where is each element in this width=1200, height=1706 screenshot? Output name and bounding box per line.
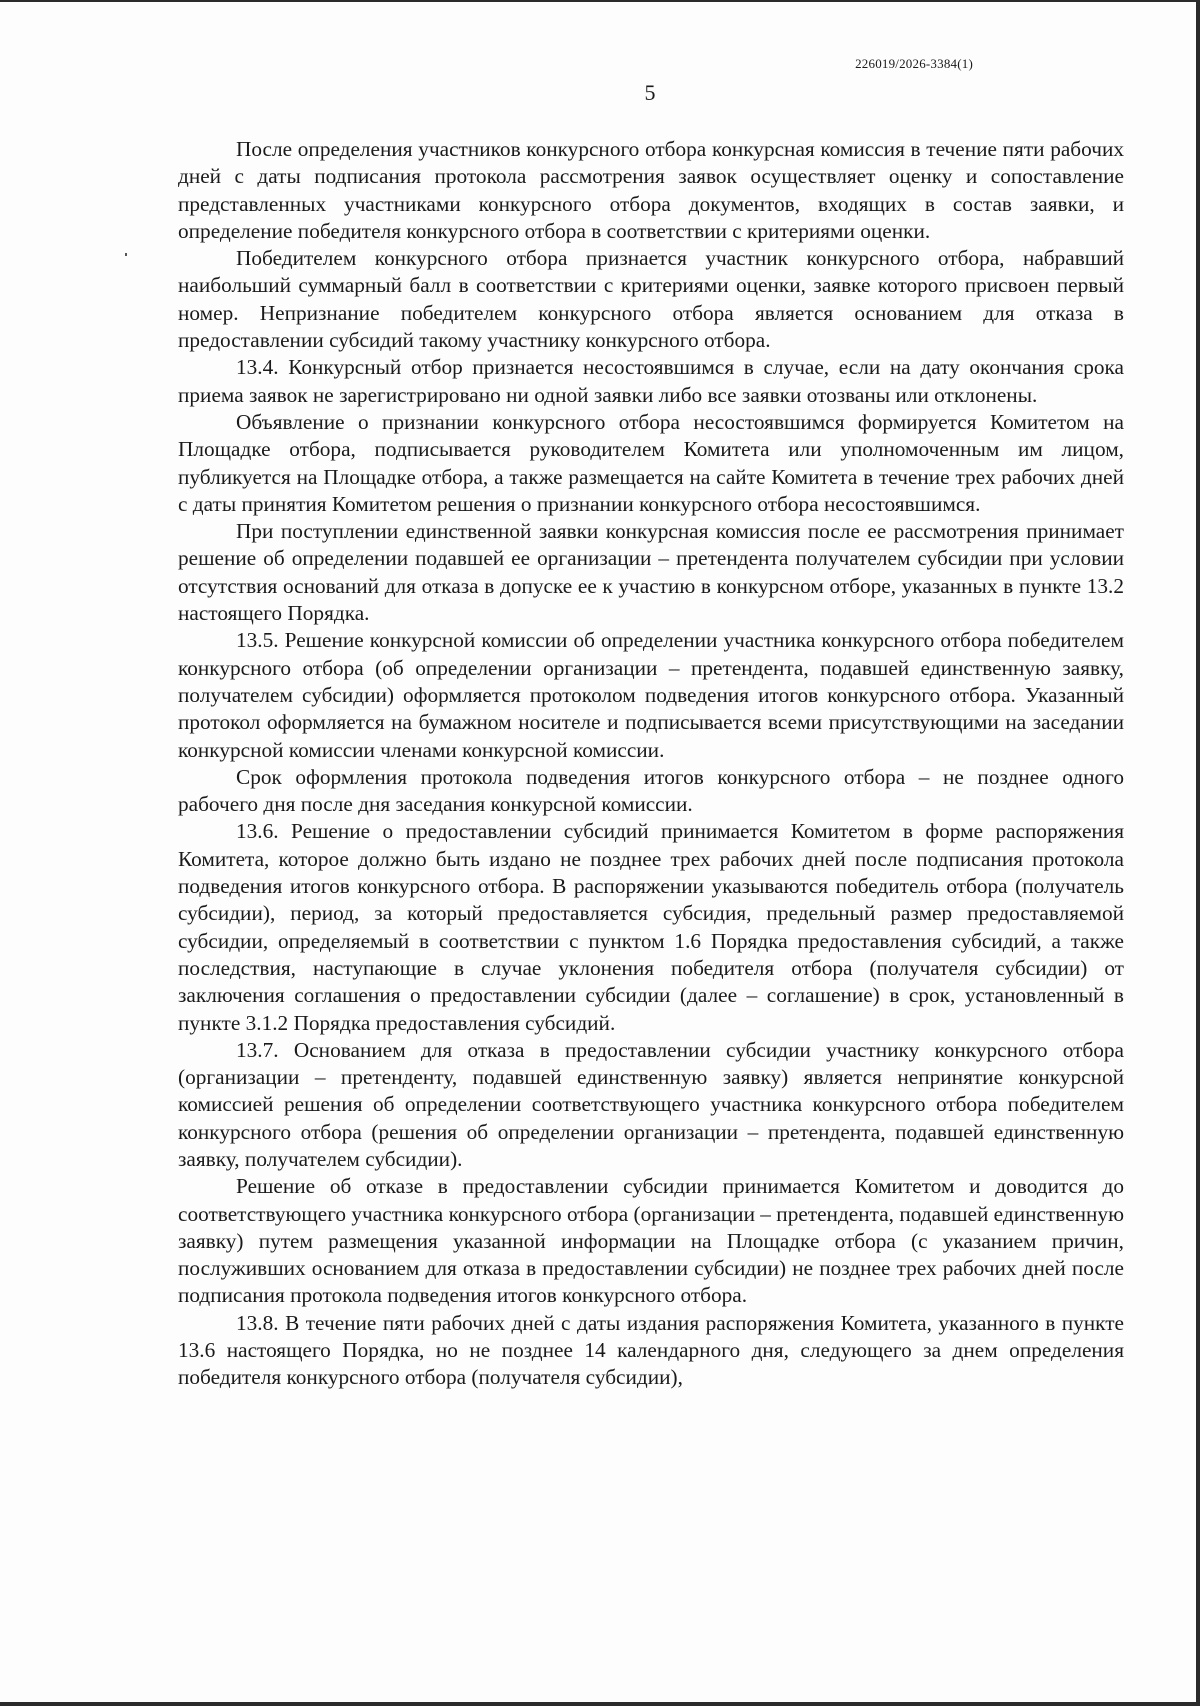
paragraph: После определения участников конкурсного отбора конкурсная комиссия в течение пяти рабочих дней с даты подписания протокола рассмотрения заявок осуществляет оценку и сопоставление представленных участниками конкурсного отбора документов, входящих в состав заявки, и определение победителя конкурсного отбора в соответствии с критериями оценки.	[178, 137, 1124, 243]
page-number: 5	[644, 80, 656, 105]
paragraph: 13.7. Основанием для отказа в предоставлении субсидии участнику конкурсного отбора (организации – претенденту, подавшей единственную заявку) является непринятие конкурсной комиссией решения об определении соответствующего участника конкурсного отбора победителем конкурсного отбора (решения об определении организации – претендента, подавшей единственную заявку, получателем субсидии).	[178, 1037, 1124, 1171]
paragraph: Решение об отказе в предоставлении субсидии принимается Комитетом и доводится до соответствующего участника конкурсного отбора (организации – претендента, подавшей единственную заявку) путем размещения указанной информации на Площадке отбора (с указанием причин, послуживших основанием для отказа в предоставлении субсидии) не позднее трех рабочих дней после подписания протокола подведения итогов конкурсного отбора.	[178, 1174, 1124, 1308]
document-body	[178, 136, 1124, 1392]
paragraph: 13.8. В течение пяти рабочих дней с даты издания распоряжения Комитета, указанного в пункте 13.6 настоящего Порядка, но не позднее 14 календарного дня, следующего за днем определения победителя конкурсного отбора (получателя субсидии),	[178, 1310, 1124, 1390]
paragraph: 13.4. Конкурсный отбор признается несостоявшимся в случае, если на дату окончания срока приема заявок не зарегистрировано ни одной заявки либо все заявки отозваны или отклонены.	[178, 355, 1124, 407]
paragraph: 13.5. Решение конкурсной комиссии об определении участника конкурсного отбора победителем конкурсного отбора (об определении организации – претендента, подавшей единственную заявку, получателем субсидии) оформляется протоколом подведения итогов конкурсного отбора. Указанный протокол оформляется на бумажном носителе и подписывается всеми присутствующими на заседании конкурсной комиссии членами конкурсной комиссии.	[178, 628, 1124, 762]
scan-border-bottom	[0, 1702, 1200, 1706]
paragraph: При поступлении единственной заявки конкурсная комиссия после ее рассмотрения принимает решение об определении подавшей ее организации – претендента получателем субсидии при условии отсутствия оснований для отказа в допуске ее к участию в конкурсном отборе, указанных в пункте 13.2 настоящего Порядка.	[178, 519, 1124, 626]
scan-border-top	[0, 0, 1200, 2]
scan-border-right	[1196, 0, 1200, 1706]
scan-speck	[125, 253, 127, 256]
paragraph: Объявление о признании конкурсного отбора несостоявшимся формируется Комитетом на Площадке отбора, подписывается руководителем Комитета или уполномоченным им лицом, публикуется на Площадке отбора, а также размещается на сайте Комитета в течение трех рабочих дней с даты принятия Комитетом решения о признании конкурсного отбора несостоявшимся.	[178, 409, 1124, 516]
document-number: 226019/2026-3384(1)	[855, 56, 973, 71]
paragraph: Срок оформления протокола подведения итогов конкурсного отбора – не позднее одного рабочего дня после дня заседания конкурсной комиссии.	[178, 764, 1124, 817]
paragraph: 13.6. Решение о предоставлении субсидий принимается Комитетом в форме распоряжения Комитета, которое должно быть издано не позднее трех рабочих дней после подписания протокола подведения итогов конкурсного отбора. В распоряжении указываются победитель отбора (получатель субсидии), период, за который предоставляется субсидия, предельный размер предоставляемой субсидии, определяемый в соответствии с пунктом 1.6 Порядка предоставления субсидий, а также последствия, наступающие в случае уклонения победителя отбора (получателя субсидии) от заключения соглашения о предоставлении субсидии (далее – соглашение) в срок, установленный в пункте 3.1.2 Порядка предоставления субсидий.	[178, 819, 1124, 1035]
paragraph: Победителем конкурсного отбора признается участник конкурсного отбора, набравший наибольший суммарный балл в соответствии с критериями оценки, заявке которого присвоен первый номер. Непризнание победителем конкурсного отбора является основанием для отказа в предоставлении субсидий такому участнику конкурсного отбора.	[178, 246, 1124, 353]
